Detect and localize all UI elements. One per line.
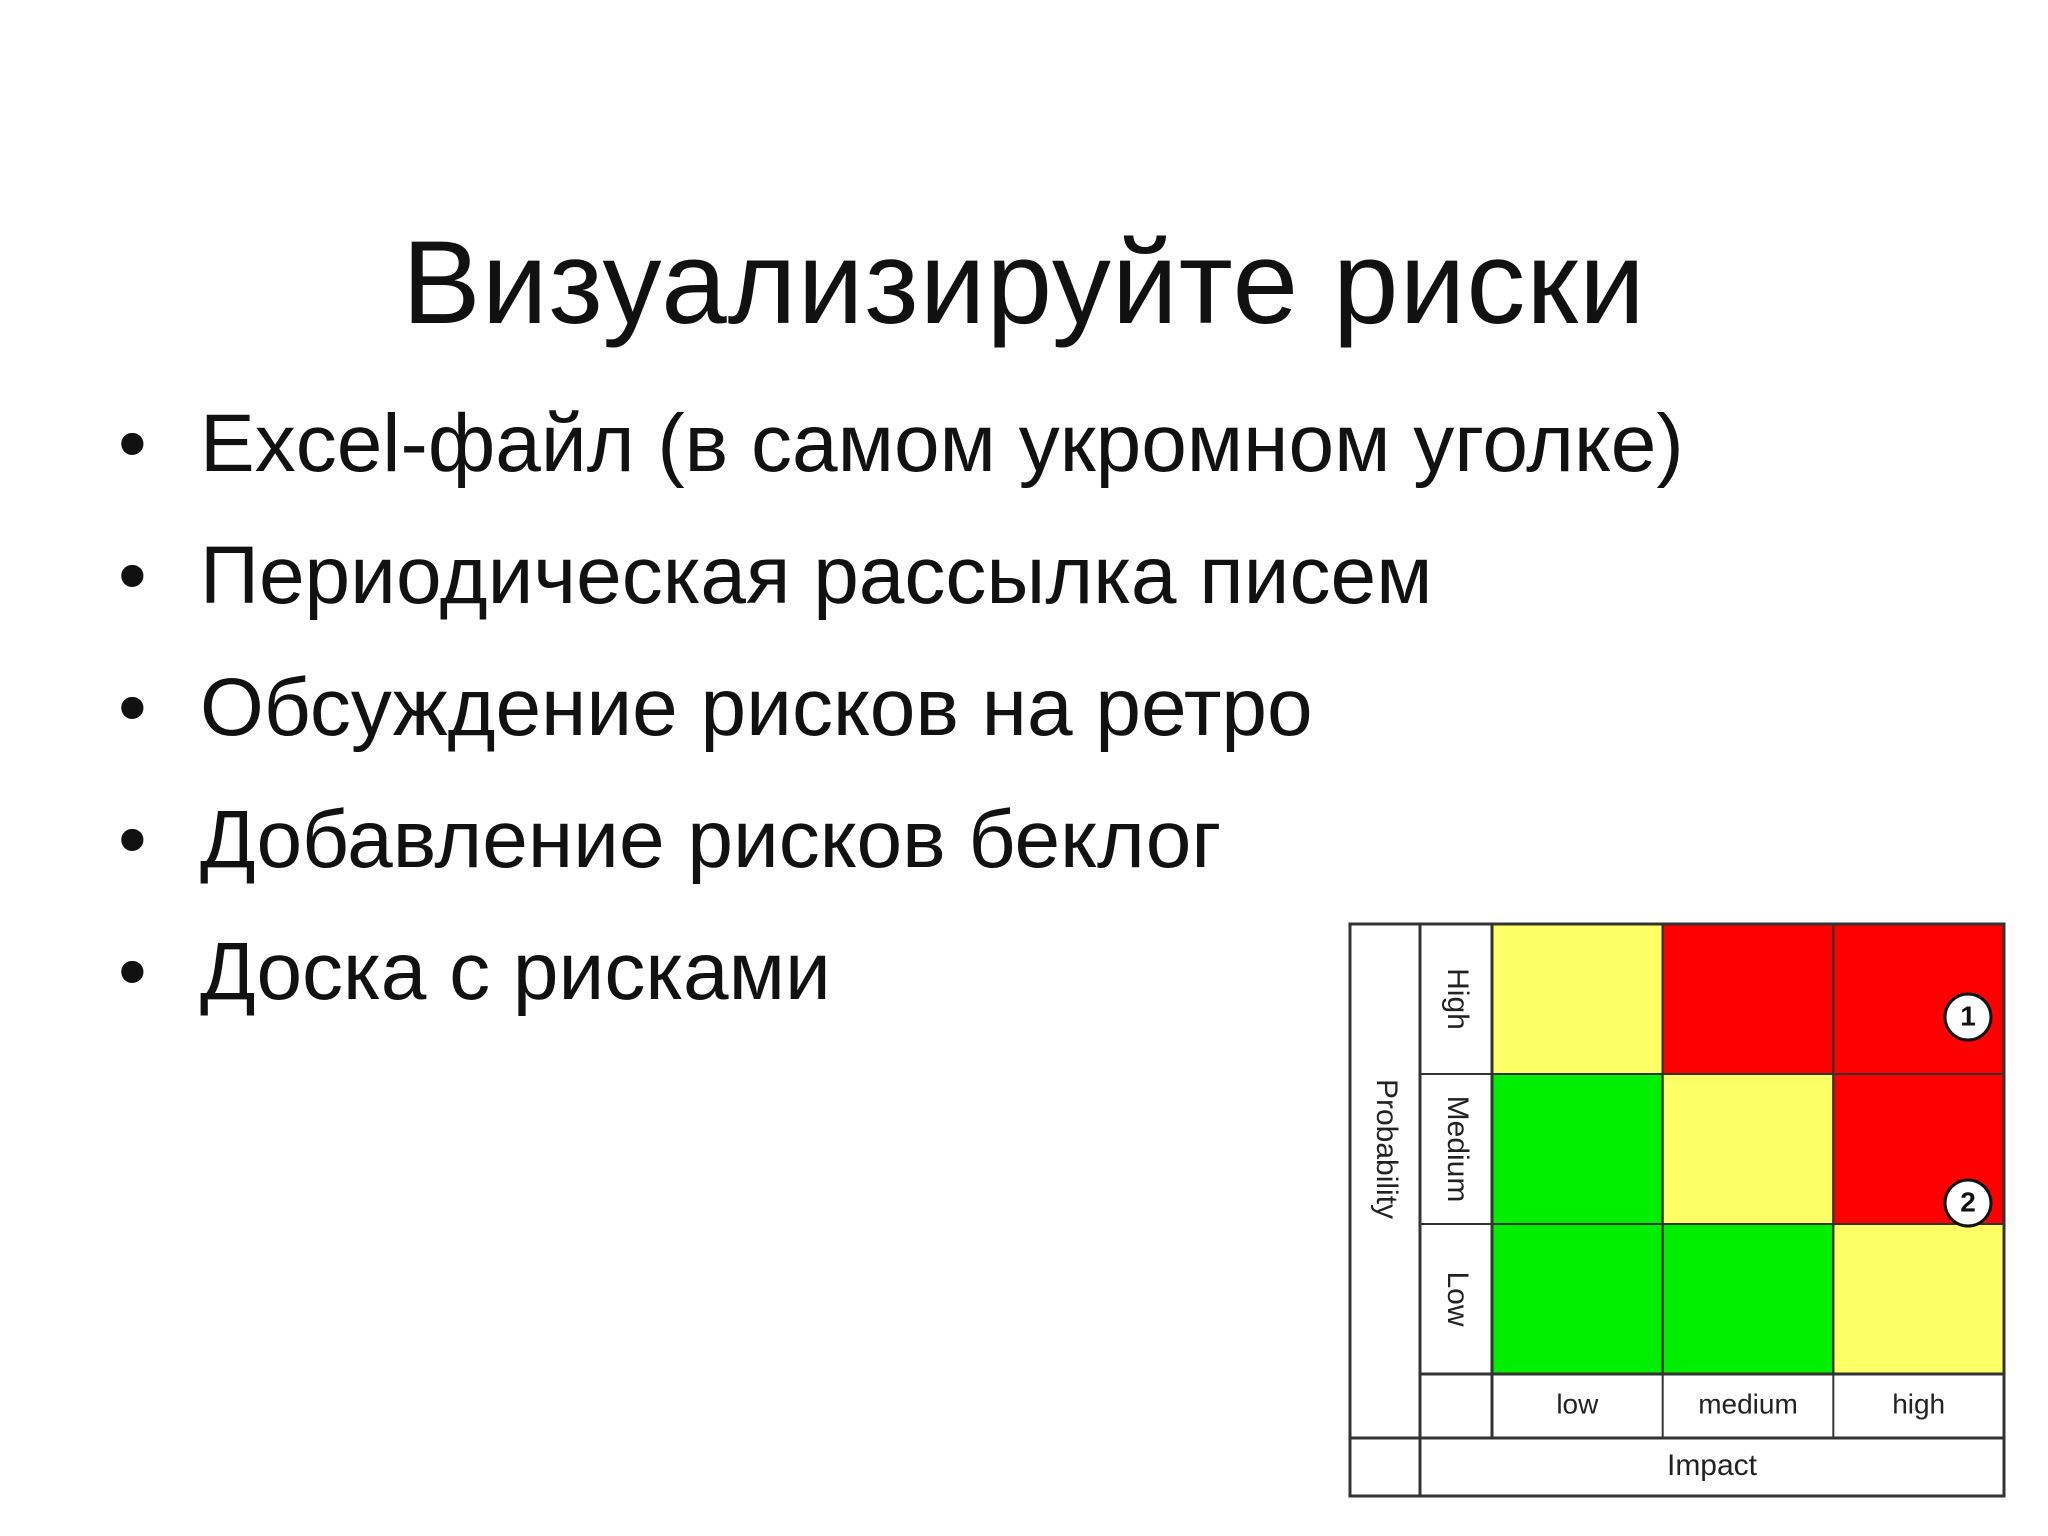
risk-marker-label: 1 bbox=[1960, 1000, 1976, 1032]
risk-cell-low-low bbox=[1492, 1224, 1663, 1374]
bullet-dot: • bbox=[118, 662, 147, 753]
risk-cell-high-low bbox=[1492, 924, 1663, 1074]
bullet-text: Периодическая рассылка писем bbox=[200, 530, 1433, 621]
bullet-text: Обсуждение рисков на ретро bbox=[200, 662, 1313, 753]
bullet-text: Доска с рисками bbox=[200, 926, 831, 1017]
probability-level-label: Low bbox=[1441, 1271, 1475, 1327]
risk-cell-high-medium bbox=[1663, 924, 1834, 1074]
risk-marker-label: 2 bbox=[1960, 1186, 1976, 1218]
bullet-text: Excel-файл (в самом укромном уголке) bbox=[200, 398, 1684, 489]
bullet-dot: • bbox=[118, 398, 147, 489]
impact-level-label: medium bbox=[1698, 1388, 1798, 1420]
risk-matrix-svg bbox=[1344, 918, 2020, 1500]
impact-axis-label: Impact bbox=[1666, 1448, 1758, 1482]
bullet-dot: • bbox=[118, 794, 147, 885]
bullet-text: Добавление рисков беклог bbox=[200, 794, 1222, 885]
bullet-dot: • bbox=[118, 926, 147, 1017]
bullet-dot: • bbox=[118, 530, 147, 621]
risk-cell-low-high bbox=[1833, 1224, 2004, 1374]
slide-title: Визуализируйте риски bbox=[402, 217, 1646, 350]
bullet-item bbox=[118, 642, 1684, 774]
risk-cell-medium-low bbox=[1492, 1074, 1663, 1224]
risk-cell-medium-medium bbox=[1663, 1074, 1834, 1224]
probability-level-label: Medium bbox=[1441, 1095, 1475, 1203]
bullet-item bbox=[118, 510, 1684, 642]
probability-axis-label: Probability bbox=[1370, 1078, 1404, 1220]
impact-level-label: high bbox=[1892, 1388, 1946, 1420]
bullet-item bbox=[118, 378, 1684, 510]
risk-cell-low-medium bbox=[1663, 1224, 1834, 1374]
probability-level-label: High bbox=[1441, 968, 1475, 1030]
risk-matrix-image bbox=[1344, 918, 2020, 1500]
impact-level-label: low bbox=[1556, 1388, 1599, 1420]
bullet-item bbox=[118, 774, 1684, 906]
